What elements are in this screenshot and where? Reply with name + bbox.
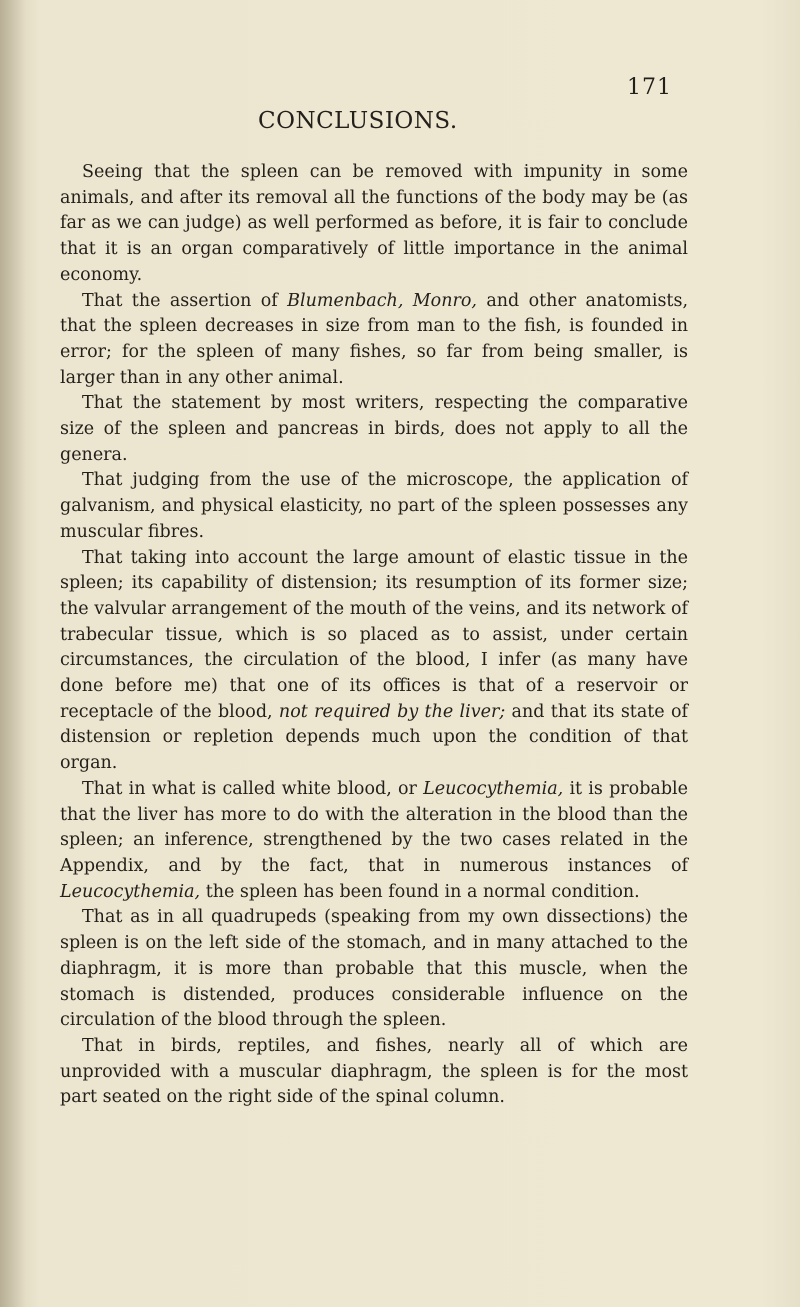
anatomist-names: Blumenbach, Monro, xyxy=(287,290,477,311)
paragraph-spleen-removal: Seeing that the spleen can be removed with impunity in some animals, and after its removal all the functions of the body may be (as far as we can judge) as well performed as before, it is fair to conclude that it is an organ comparatively of little importance in the animal economy. xyxy=(60,162,688,285)
paragraph-quadrupeds-diaphragm: That as in all quadrupeds (speaking from my own dissections) the spleen is on the left side of the stomach, and in many attached to the diaphragm, it is more than probable that this muscle, when the stomach is distended, produces considerable influence on the circulation of the blood through the spleen. xyxy=(60,907,688,1031)
paragraph-blood-reservoir: That taking into account the large amount of elastic tissue in the spleen; its capability of distension; its resumption of its former size; the valvular arrangement of the mouth of the veins, and its network of trabecular tissue, which is so placed as to assist, under certain circumstances, the circulation of the blood, I infer (as many have done before me) that one of its offices is that of a reservoir or receptacle of the blood, not required by the liver; and that its state of distension or repletion depends much upon the condition of that organ. xyxy=(60,547,688,774)
term-leucocythemia: Leucocythemia, xyxy=(60,881,201,902)
term-leucocythemia: Leucocythemia, xyxy=(423,778,564,799)
paragraph-birds-pancreas: That the statement by most writers, respecting the comparative size of the spleen and pancreas in birds, does not apply to all the genera. xyxy=(60,393,688,465)
emphasis-not-required: not required by the liver; xyxy=(278,701,506,722)
page-number: 171 xyxy=(627,75,672,100)
body-text xyxy=(60,160,688,1111)
binding-shadow xyxy=(0,0,26,1307)
page-heading: CONCLUSIONS. xyxy=(258,108,458,134)
paragraph-spleen-size-error: That the assertion of Blumenbach, Monro, and other anatomists, that the spleen decreases in size from man to the fish, is founded in error; for the spleen of many fishes, so far from being smaller, is larger than in any other animal. xyxy=(60,290,689,388)
paragraph-birds-reptiles-fishes: That in birds, reptiles, and fishes, nearly all of which are unprovided with a muscular diaphragm, the spleen is for the most part seated on the right side of the spinal column. xyxy=(60,1035,688,1108)
paragraph-leucocythemia: That in what is called white blood, or Leucocythemia, it is probable that the liver has more to do with the alteration in the blood than the spleen; an inference, strengthened by the two cases related in the Appendix, and by the fact, that in numerous instances of Leucocythemia, the spleen has been found in a normal condition. xyxy=(60,778,688,902)
paragraph-muscular-fibres: That judging from the use of the microscope, the application of galvanism, and physical elasticity, no part of the spleen possesses any muscular fibres. xyxy=(60,470,688,542)
